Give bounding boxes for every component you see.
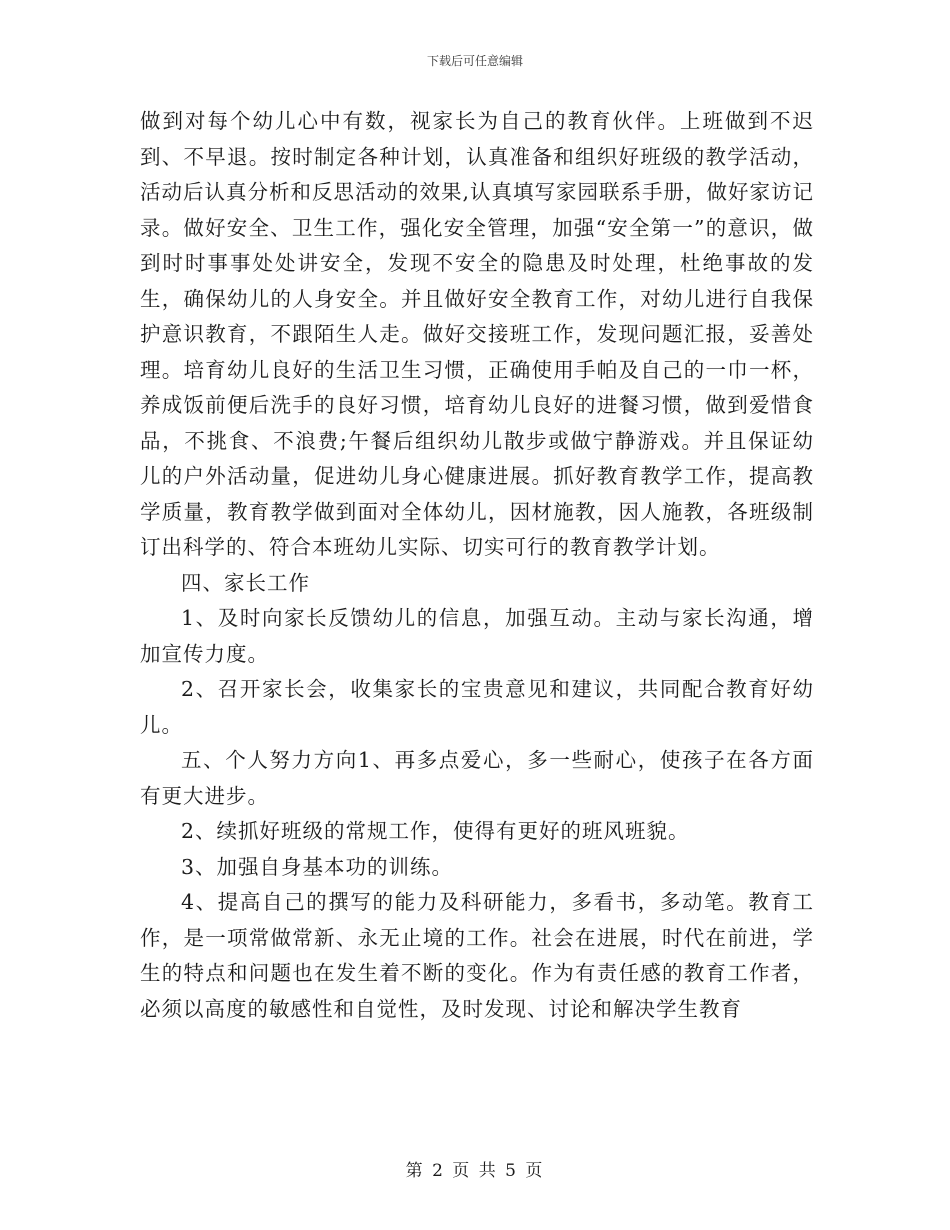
list-item: 1、及时向家长反馈幼儿的信息，加强互动。主动与家长沟通，增加宣传力度。	[140, 606, 814, 666]
page-header: 下载后可任意编辑	[426, 54, 523, 68]
list-item: 3、加强自身基本功的训练。	[181, 854, 454, 879]
page-number: 第 2 页 共 5 页	[405, 1161, 545, 1181]
section-heading-parents: 四、家长工作	[181, 570, 310, 595]
list-item: 2、召开家长会，收集家长的宝贵意见和建议，共同配合教育好幼儿。	[140, 677, 814, 737]
list-item: 2、续抓好班级的常规工作，使得有更好的班风班貌。	[181, 819, 690, 843]
body-paragraph: 做到对每个幼儿心中有数，视家长为自己的教育伙伴。上班做到不迟到、不早退。按时制定各种计划，认真准备和组织好班级的教学活动，活动后认真分析和反思活动的效果,认真填写家园联系手册，做好家访记录。做好安全、卫生工作，强化安全管理，加强“安全第一”的意识，做到时时事事处处讲安全，发现不安全的隐患及时处理，杜绝事故的发生，确保幼儿的人身安全。并且做好安全教育工作，对幼儿进行自我保护意识教育，不跟陌生人走。做好交接班工作，发现问题汇报，妥善处理。培育幼儿良好的生活卫生习惯，正确使用手帕及自己的一巾一杯，养成饭前便后洗手的良好习惯，培育幼儿良好的进餐习惯，做到爱惜食品，不挑食、不浪费;午餐后组织幼儿散步或做宁静游戏。并且保证幼儿的户外活动量，促进幼儿身心健康进展。抓好教育教学工作，提高教学质量，教育教学做到面对全体幼儿，因材施教，因人施教，各班级制订出科学的、符合本班幼儿实际、切实可行的教育教学计划。	[140, 109, 815, 559]
document-body	[140, 104, 814, 1027]
list-item: 4、提高自己的撰写的能力及科研能力，多看书，多动笔。教育工作，是一项常做常新、永无止境的工作。社会在进展，时代在前进，学生的特点和问题也在发生着不断的变化。作为有责任感的教育工作者，必须以高度的敏感性和自觉性，及时发现、讨论和解决学生教育	[140, 890, 814, 1021]
section-heading-personal: 五、个人努力方向1、再多点爱心，多一些耐心，使孩子在各方面有更大进步。	[140, 748, 814, 808]
